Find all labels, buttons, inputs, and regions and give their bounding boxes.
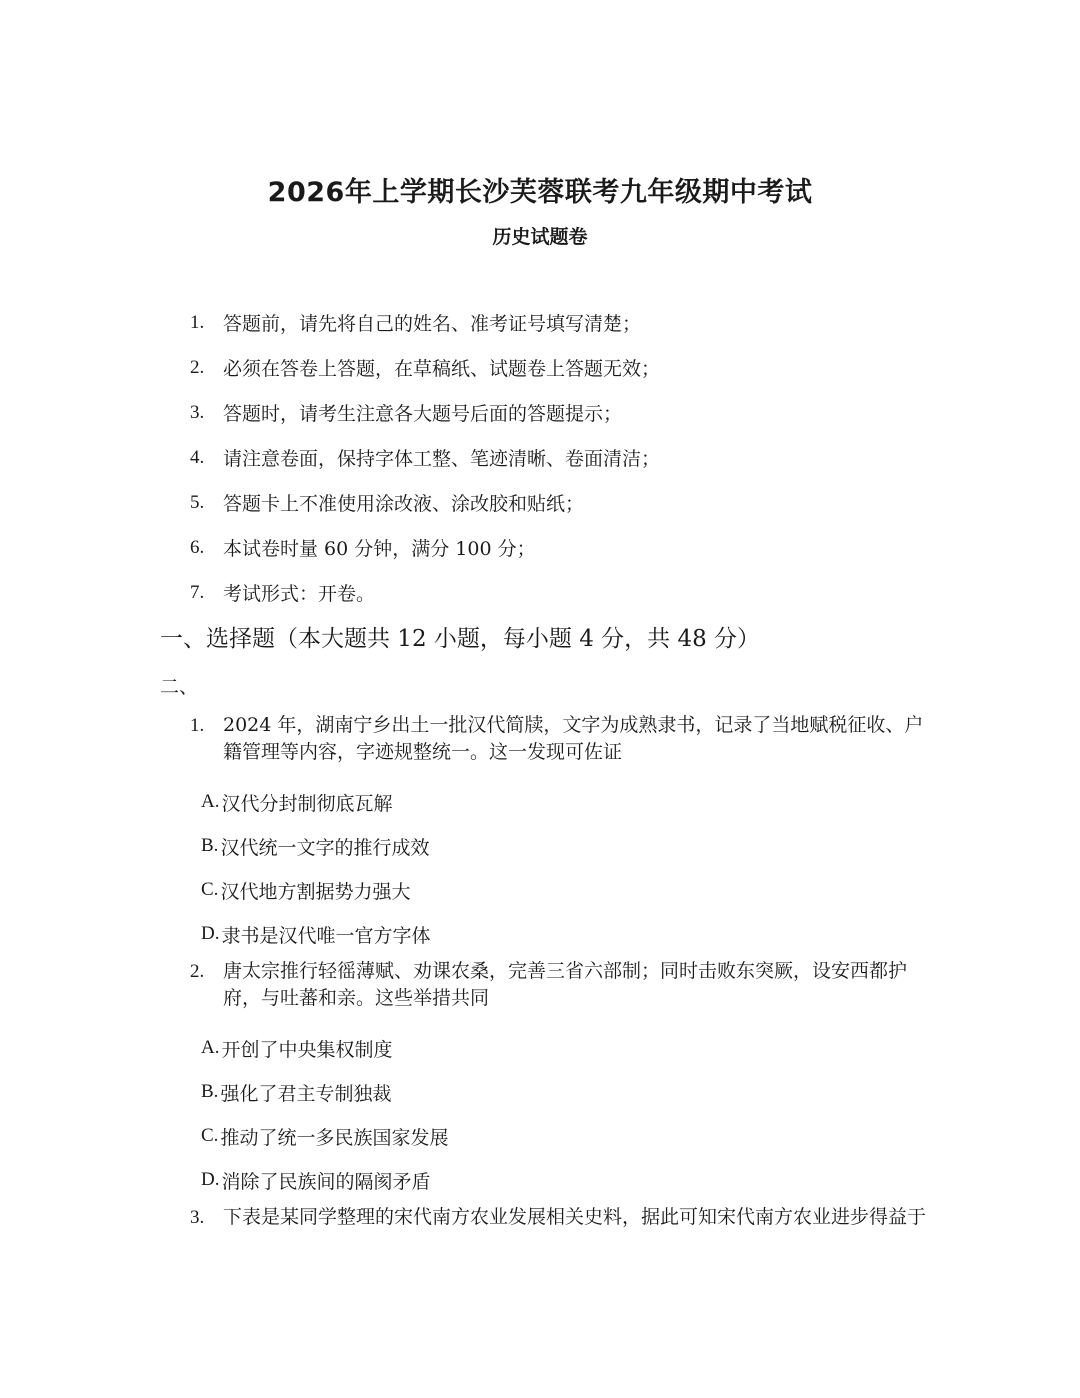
option-a bbox=[190, 780, 930, 824]
option-d bbox=[190, 912, 930, 956]
option-letter: D. bbox=[201, 1169, 220, 1190]
question-list bbox=[190, 712, 930, 1245]
exam-subtitle: 历史试题卷 bbox=[492, 226, 588, 248]
instruction-item bbox=[190, 390, 950, 435]
instruction-number: 4. bbox=[190, 446, 205, 468]
option-c bbox=[190, 1114, 930, 1158]
option-text: 强化了君主专制独裁 bbox=[220, 1082, 392, 1105]
instructions-list bbox=[190, 300, 950, 615]
option-text: 汉代分封制彻底瓦解 bbox=[221, 792, 393, 815]
question-2 bbox=[190, 958, 930, 1202]
option-b bbox=[190, 1070, 930, 1114]
option-text: 隶书是汉代唯一官方字体 bbox=[221, 924, 431, 947]
option-text: 汉代统一文字的推行成效 bbox=[220, 836, 430, 859]
option-a bbox=[190, 1026, 930, 1070]
option-c bbox=[190, 868, 930, 912]
instruction-text: 答题时，请考生注意各大题号后面的答题提示； bbox=[223, 403, 623, 425]
instruction-number: 7. bbox=[190, 581, 205, 603]
question-number: 3. bbox=[190, 1207, 205, 1228]
instruction-item bbox=[190, 300, 950, 345]
option-letter: A. bbox=[201, 1037, 220, 1058]
question-stem bbox=[190, 958, 930, 1026]
question-3 bbox=[190, 1204, 930, 1245]
instruction-item bbox=[190, 480, 950, 525]
instruction-text: 请注意卷面，保持字体工整、笔迹清晰、卷面清洁； bbox=[223, 448, 661, 470]
question-number: 1. bbox=[190, 715, 205, 736]
option-letter: B. bbox=[201, 835, 219, 856]
instruction-text: 必须在答卷上答题，在草稿纸、试题卷上答题无效； bbox=[223, 358, 661, 380]
instruction-text: 答题前，请先将自己的姓名、准考证号填写清楚； bbox=[223, 313, 642, 335]
question-1 bbox=[190, 712, 930, 956]
instruction-number: 6. bbox=[190, 536, 205, 558]
option-letter: A. bbox=[201, 791, 220, 812]
section-two-label: 二、 bbox=[160, 676, 199, 698]
option-letter: C. bbox=[201, 879, 219, 900]
option-text: 开创了中央集权制度 bbox=[221, 1038, 393, 1061]
section-one-heading: 一、选择题（本大题共 12 小题，每小题 4 分，共 48 分） bbox=[160, 626, 761, 652]
question-number: 2. bbox=[190, 961, 205, 982]
option-text: 推动了统一多民族国家发展 bbox=[220, 1126, 449, 1149]
question-text: 下表是某同学整理的宋代南方农业发展相关史料，据此可知宋代南方农业进步得益于 bbox=[223, 1206, 927, 1228]
question-text: 唐太宗推行轻徭薄赋、劝课农桑，完善三省六部制；同时击败东突厥，设安西都护府，与吐蕃和亲。这些举措共同 bbox=[223, 960, 908, 1009]
instruction-item bbox=[190, 525, 950, 570]
question-text: 2024 年，湖南宁乡出土一批汉代简牍，文字为成熟隶书，记录了当地赋税征收、户籍管理等内容，字迹规整统一。这一发现可佐证 bbox=[223, 714, 924, 763]
instruction-number: 2. bbox=[190, 356, 205, 378]
option-letter: B. bbox=[201, 1081, 219, 1102]
option-letter: C. bbox=[201, 1125, 219, 1146]
option-d bbox=[190, 1158, 930, 1202]
question-stem bbox=[190, 712, 930, 780]
question-stem bbox=[190, 1204, 930, 1245]
instruction-number: 1. bbox=[190, 311, 205, 333]
instruction-text: 考试形式：开卷。 bbox=[223, 583, 376, 605]
instruction-number: 5. bbox=[190, 491, 205, 513]
option-text: 汉代地方割据势力强大 bbox=[220, 880, 411, 903]
instruction-number: 3. bbox=[190, 401, 205, 423]
option-letter: D. bbox=[201, 923, 220, 944]
instruction-item bbox=[190, 345, 950, 390]
instruction-text: 答题卡上不准使用涂改液、涂改胶和贴纸； bbox=[223, 493, 585, 515]
instruction-item bbox=[190, 435, 950, 480]
exam-title: 2026年上学期长沙芙蓉联考九年级期中考试 bbox=[267, 177, 813, 208]
option-text: 消除了民族间的隔阂矛盾 bbox=[221, 1170, 431, 1193]
instruction-text: 本试卷时量 60 分钟，满分 100 分； bbox=[223, 538, 536, 560]
option-b bbox=[190, 824, 930, 868]
instruction-item bbox=[190, 570, 950, 615]
